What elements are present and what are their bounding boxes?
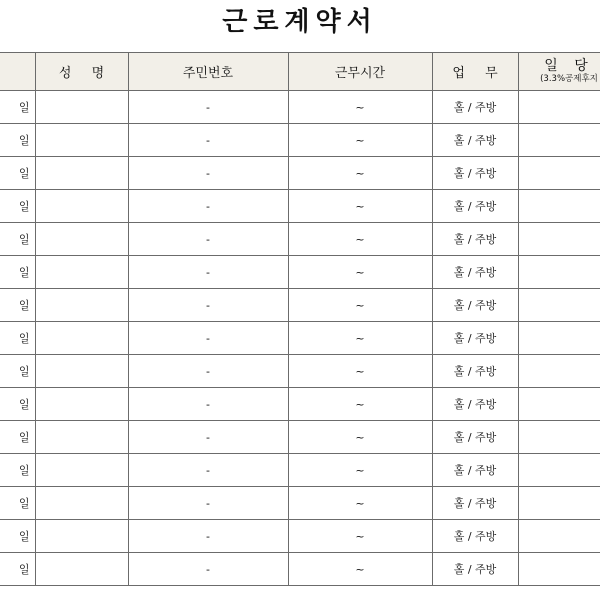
duty-cell[interactable]: 홀 / 주방: [432, 520, 518, 553]
header-name: [35, 53, 128, 91]
name-cell[interactable]: [35, 256, 128, 289]
name-cell[interactable]: [35, 454, 128, 487]
table-row: [0, 289, 600, 322]
work-hours-cell[interactable]: ~: [288, 388, 432, 421]
day-cell: 일: [0, 289, 35, 322]
table-row: [0, 124, 600, 157]
name-cell[interactable]: [35, 124, 128, 157]
daily-wage-cell[interactable]: [518, 355, 600, 388]
name-cell[interactable]: [35, 388, 128, 421]
day-cell: 일: [0, 157, 35, 190]
id-number-cell[interactable]: -: [128, 223, 288, 256]
day-cell: 일: [0, 190, 35, 223]
id-number-cell[interactable]: -: [128, 454, 288, 487]
table-row: [0, 157, 600, 190]
daily-wage-cell[interactable]: [518, 256, 600, 289]
document-title: 근로계약서: [222, 7, 378, 37]
day-cell: 일: [0, 388, 35, 421]
header-duty: [432, 53, 518, 91]
table-row: [0, 190, 600, 223]
table-row: [0, 553, 600, 586]
work-hours-cell[interactable]: ~: [288, 322, 432, 355]
id-number-cell[interactable]: -: [128, 91, 288, 124]
work-hours-cell[interactable]: ~: [288, 124, 432, 157]
duty-cell[interactable]: 홀 / 주방: [432, 190, 518, 223]
id-number-cell[interactable]: -: [128, 487, 288, 520]
id-number-cell[interactable]: -: [128, 520, 288, 553]
daily-wage-cell[interactable]: [518, 520, 600, 553]
duty-cell[interactable]: 홀 / 주방: [432, 322, 518, 355]
duty-cell[interactable]: 홀 / 주방: [432, 223, 518, 256]
work-hours-cell[interactable]: ~: [288, 487, 432, 520]
name-cell[interactable]: [35, 355, 128, 388]
id-number-cell[interactable]: -: [128, 190, 288, 223]
day-cell: 일: [0, 256, 35, 289]
contract-rows: [0, 91, 600, 586]
header-id-number: 주민번호: [128, 53, 288, 91]
work-hours-cell[interactable]: ~: [288, 454, 432, 487]
duty-cell[interactable]: 홀 / 주방: [432, 454, 518, 487]
table-row: [0, 454, 600, 487]
daily-wage-cell[interactable]: [518, 223, 600, 256]
day-cell: 일: [0, 454, 35, 487]
duty-cell[interactable]: 홀 / 주방: [432, 553, 518, 586]
daily-wage-cell[interactable]: [518, 421, 600, 454]
id-number-cell[interactable]: -: [128, 157, 288, 190]
table-row: [0, 256, 600, 289]
duty-cell[interactable]: 홀 / 주방: [432, 157, 518, 190]
id-number-cell[interactable]: -: [128, 553, 288, 586]
work-hours-cell[interactable]: ~: [288, 157, 432, 190]
daily-wage-cell[interactable]: [518, 454, 600, 487]
day-cell: 일: [0, 355, 35, 388]
table-row: [0, 355, 600, 388]
daily-wage-cell[interactable]: [518, 157, 600, 190]
duty-cell[interactable]: 홀 / 주방: [432, 487, 518, 520]
day-cell: 일: [0, 487, 35, 520]
name-cell[interactable]: [35, 322, 128, 355]
id-number-cell[interactable]: -: [128, 124, 288, 157]
name-cell[interactable]: [35, 91, 128, 124]
table-row: [0, 421, 600, 454]
name-cell[interactable]: [35, 520, 128, 553]
duty-cell[interactable]: 홀 / 주방: [432, 421, 518, 454]
day-cell: 일: [0, 223, 35, 256]
table-row: [0, 91, 600, 124]
duty-cell[interactable]: 홀 / 주방: [432, 355, 518, 388]
table-row: [0, 487, 600, 520]
name-cell[interactable]: [35, 157, 128, 190]
table-row: [0, 223, 600, 256]
work-hours-cell[interactable]: ~: [288, 520, 432, 553]
name-cell[interactable]: [35, 289, 128, 322]
id-number-cell[interactable]: -: [128, 256, 288, 289]
daily-wage-cell[interactable]: [518, 190, 600, 223]
id-number-cell[interactable]: -: [128, 388, 288, 421]
header-daily-wage-label: 일 당: [544, 58, 594, 74]
header-duty-label: 업 무: [452, 66, 506, 81]
day-cell: 일: [0, 520, 35, 553]
work-hours-cell[interactable]: ~: [288, 256, 432, 289]
work-hours-cell[interactable]: ~: [288, 91, 432, 124]
work-hours-cell[interactable]: ~: [288, 289, 432, 322]
duty-cell[interactable]: 홀 / 주방: [432, 388, 518, 421]
work-hours-cell[interactable]: ~: [288, 190, 432, 223]
header-daily-wage: [518, 53, 600, 91]
id-number-cell[interactable]: -: [128, 421, 288, 454]
table-row: [0, 388, 600, 421]
daily-wage-cell[interactable]: [518, 553, 600, 586]
header-work-hours: 근무시간: [288, 53, 432, 91]
duty-cell[interactable]: 홀 / 주방: [432, 289, 518, 322]
daily-wage-cell[interactable]: [518, 322, 600, 355]
name-cell[interactable]: [35, 190, 128, 223]
table-row: [0, 322, 600, 355]
duty-cell[interactable]: 홀 / 주방: [432, 124, 518, 157]
table-row: [0, 520, 600, 553]
id-number-cell[interactable]: -: [128, 322, 288, 355]
id-number-cell[interactable]: -: [128, 355, 288, 388]
work-hours-cell[interactable]: ~: [288, 223, 432, 256]
id-number-cell[interactable]: -: [128, 289, 288, 322]
name-cell[interactable]: [35, 421, 128, 454]
duty-cell[interactable]: 홀 / 주방: [432, 91, 518, 124]
header-name-label: 성 명: [58, 66, 113, 81]
name-cell[interactable]: [35, 223, 128, 256]
contract-table: [0, 52, 600, 586]
work-hours-cell[interactable]: ~: [288, 355, 432, 388]
daily-wage-cell[interactable]: [518, 124, 600, 157]
name-cell[interactable]: [35, 487, 128, 520]
contract-sheet: [0, 52, 600, 586]
day-cell: 일: [0, 124, 35, 157]
work-hours-cell[interactable]: ~: [288, 421, 432, 454]
header-daily-wage-note: (3.3%공제후지: [540, 74, 598, 84]
daily-wage-cell[interactable]: [518, 91, 600, 124]
day-cell: 일: [0, 553, 35, 586]
day-cell: 일: [0, 91, 35, 124]
header-day: [0, 53, 35, 91]
daily-wage-cell[interactable]: [518, 289, 600, 322]
work-hours-cell[interactable]: ~: [288, 553, 432, 586]
daily-wage-cell[interactable]: [518, 487, 600, 520]
name-cell[interactable]: [35, 553, 128, 586]
daily-wage-cell[interactable]: [518, 388, 600, 421]
day-cell: 일: [0, 322, 35, 355]
duty-cell[interactable]: 홀 / 주방: [432, 256, 518, 289]
day-cell: 일: [0, 421, 35, 454]
header-row: [0, 53, 600, 91]
